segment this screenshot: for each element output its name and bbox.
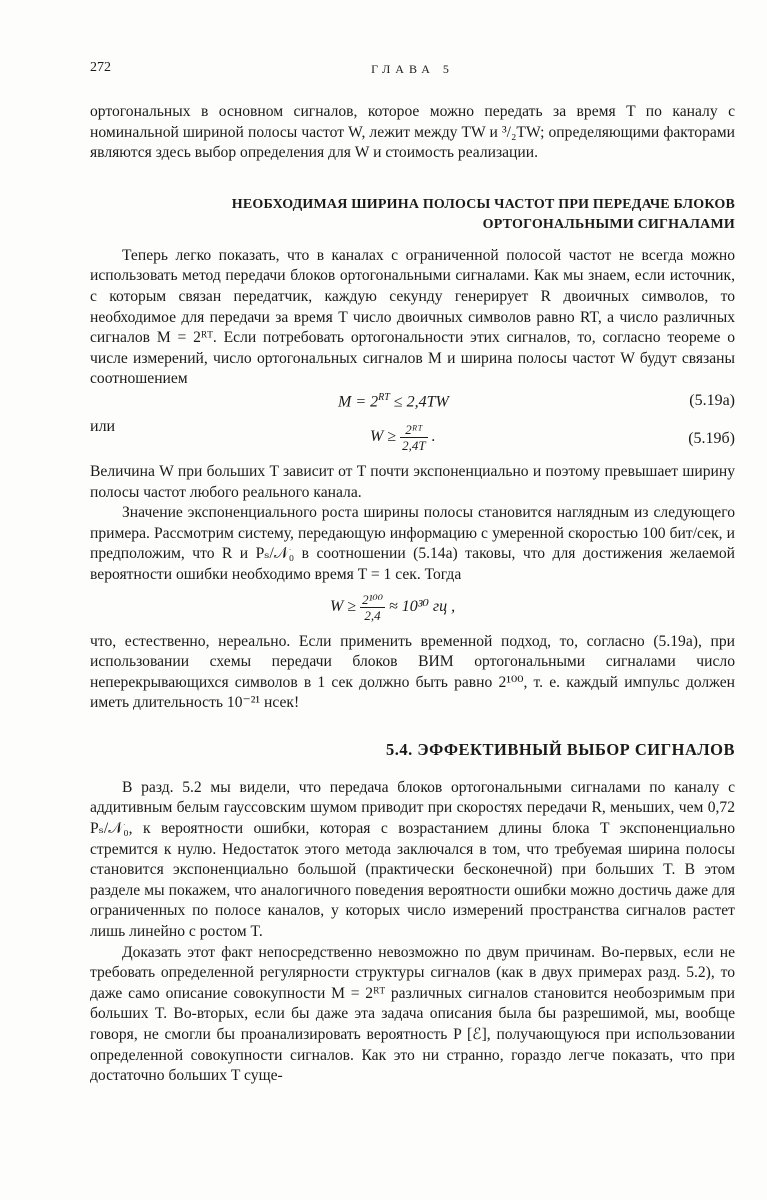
paragraph-value: Величина W при больших T зависит от T почти экспоненциально и поэтому превышает ширину полосы частот любого реального канала.	[90, 462, 735, 501]
paragraph-bandwidth: Теперь легко показать, что в каналах с ограниченной полосой частот не всегда можно использовать метод передачи блоков ортогональными сигналами. Как мы знаем, если источник, с которым связан передатчик, каждую секунду генерирует R двоичных символов, то необходимое для передачи за время T число двоичных символов равно RT, а число различных сигналов M = 2ᴿᵀ. Если потребовать ортогональности этих сигналов, то, согласно теореме о числе измерений, число ортогональных сигналов M и ширина полосы частот W будут связаны соотношением	[90, 246, 735, 388]
equation-5-19b-formula: W ≥ $\frac{\text{2ᴿᵀ}}{2,4T}$ .	[370, 421, 436, 453]
equation-5-19a-tag: (5.19а)	[689, 391, 735, 409]
equation-example-formula: W ≥ $\frac{\text{2¹⁰⁰}}{2,4}$ ≈ 10³⁰ гц ,	[330, 591, 456, 623]
subheading-line-1: НЕОБХОДИМАЯ ШИРИНА ПОЛОСЫ ЧАСТОТ ПРИ ПЕРЕДАЧЕ БЛОКОВ	[231, 196, 735, 212]
book-page	[90, 60, 735, 1087]
equation-5-19b-tag: (5.19б)	[688, 429, 735, 447]
paragraph-prove: Доказать этот факт непосредственно невозможно по двум причинам. Во-первых, если не требовать определенной регулярности структуры сигналов (как в двух примерах разд. 5.2), то даже само описание совокупности M = 2ᴿᵀ различных сигналов становится необозримым при больших T. Во-вторых, если бы даже эта задача описания была бы разрешимой, мы, вообще говоря, не смогли бы проанализировать вероятность P [ℰ], получающуюся при использовании определенной совокупности сигналов. Как это ни странно, гораздо легче показать, что при достаточно больших T суще-	[90, 943, 735, 1085]
paragraph-example: Значение экспоненциального роста ширины полосы становится наглядным из следующего примера. Рассмотрим систему, передающую информацию с умеренной скоростью 100 бит/сек, и предположим, что R и Pₛ/𝒩₀ в соотношении (5.14а) таковы, что для достижения желаемой вероятности ошибки необходимо время T = 1 сек. Тогда	[90, 504, 735, 583]
paragraph-section: В разд. 5.2 мы видели, что передача блоков ортогональными сигналами по каналу с аддитивным белым гауссовским шумом приводит при скоростях передачи R, меньших, чем 0,72 Pₛ/𝒩₀, к вероятности ошибки, которая с возрастанием длины блока T экспоненциально стремится к нулю. Недостаток этого метода заключался в том, что требуемая ширина полосы становится экспоненциально большой (практически бесконечной) при больших T. В этом разделе мы покажем, что аналогичного поведения вероятности ошибки можно достичь даже для ограниченных по полосе каналов, у которых число измерений пространства сигналов растет лишь линейно с ростом T.	[90, 778, 735, 941]
running-title: ГЛАВА 5	[371, 62, 454, 76]
section-title: 5.4. ЭФФЕКТИВНЫЙ ВЫБОР СИГНАЛОВ	[386, 739, 735, 759]
page-header	[90, 60, 735, 82]
equation-5-19a-formula: $M = 2^{RT} \le 2,4TW$	[338, 391, 449, 411]
equation-5-19b	[90, 416, 735, 462]
paragraph-intro: ортогональных в основном сигналов, которое можно передать за время T по каналу с номинальной шириной полосы частот W, лежит между TW и ³/₂TW; определяющими факторами являются здесь выбор определения для W и стоимость реализации.	[90, 103, 735, 162]
equation-5-19a	[90, 390, 735, 416]
equation-example	[90, 586, 735, 632]
page-number: 272	[90, 60, 111, 75]
paragraph-unrealistic: что, естественно, нереально. Если применить временной подход, то, согласно (5.19а), при использовании схемы передачи блоков ВИМ ортогональными сигналами число неперекрывающихся символов в 1 сек должно быть равно 2¹⁰⁰, т. е. каждый импульс должен иметь длительность 10⁻²¹ нсек!	[90, 632, 735, 712]
or-word: или	[90, 417, 116, 435]
subheading-line-2: ОРТОГОНАЛЬНЫМИ СИГНАЛАМИ	[482, 216, 735, 232]
